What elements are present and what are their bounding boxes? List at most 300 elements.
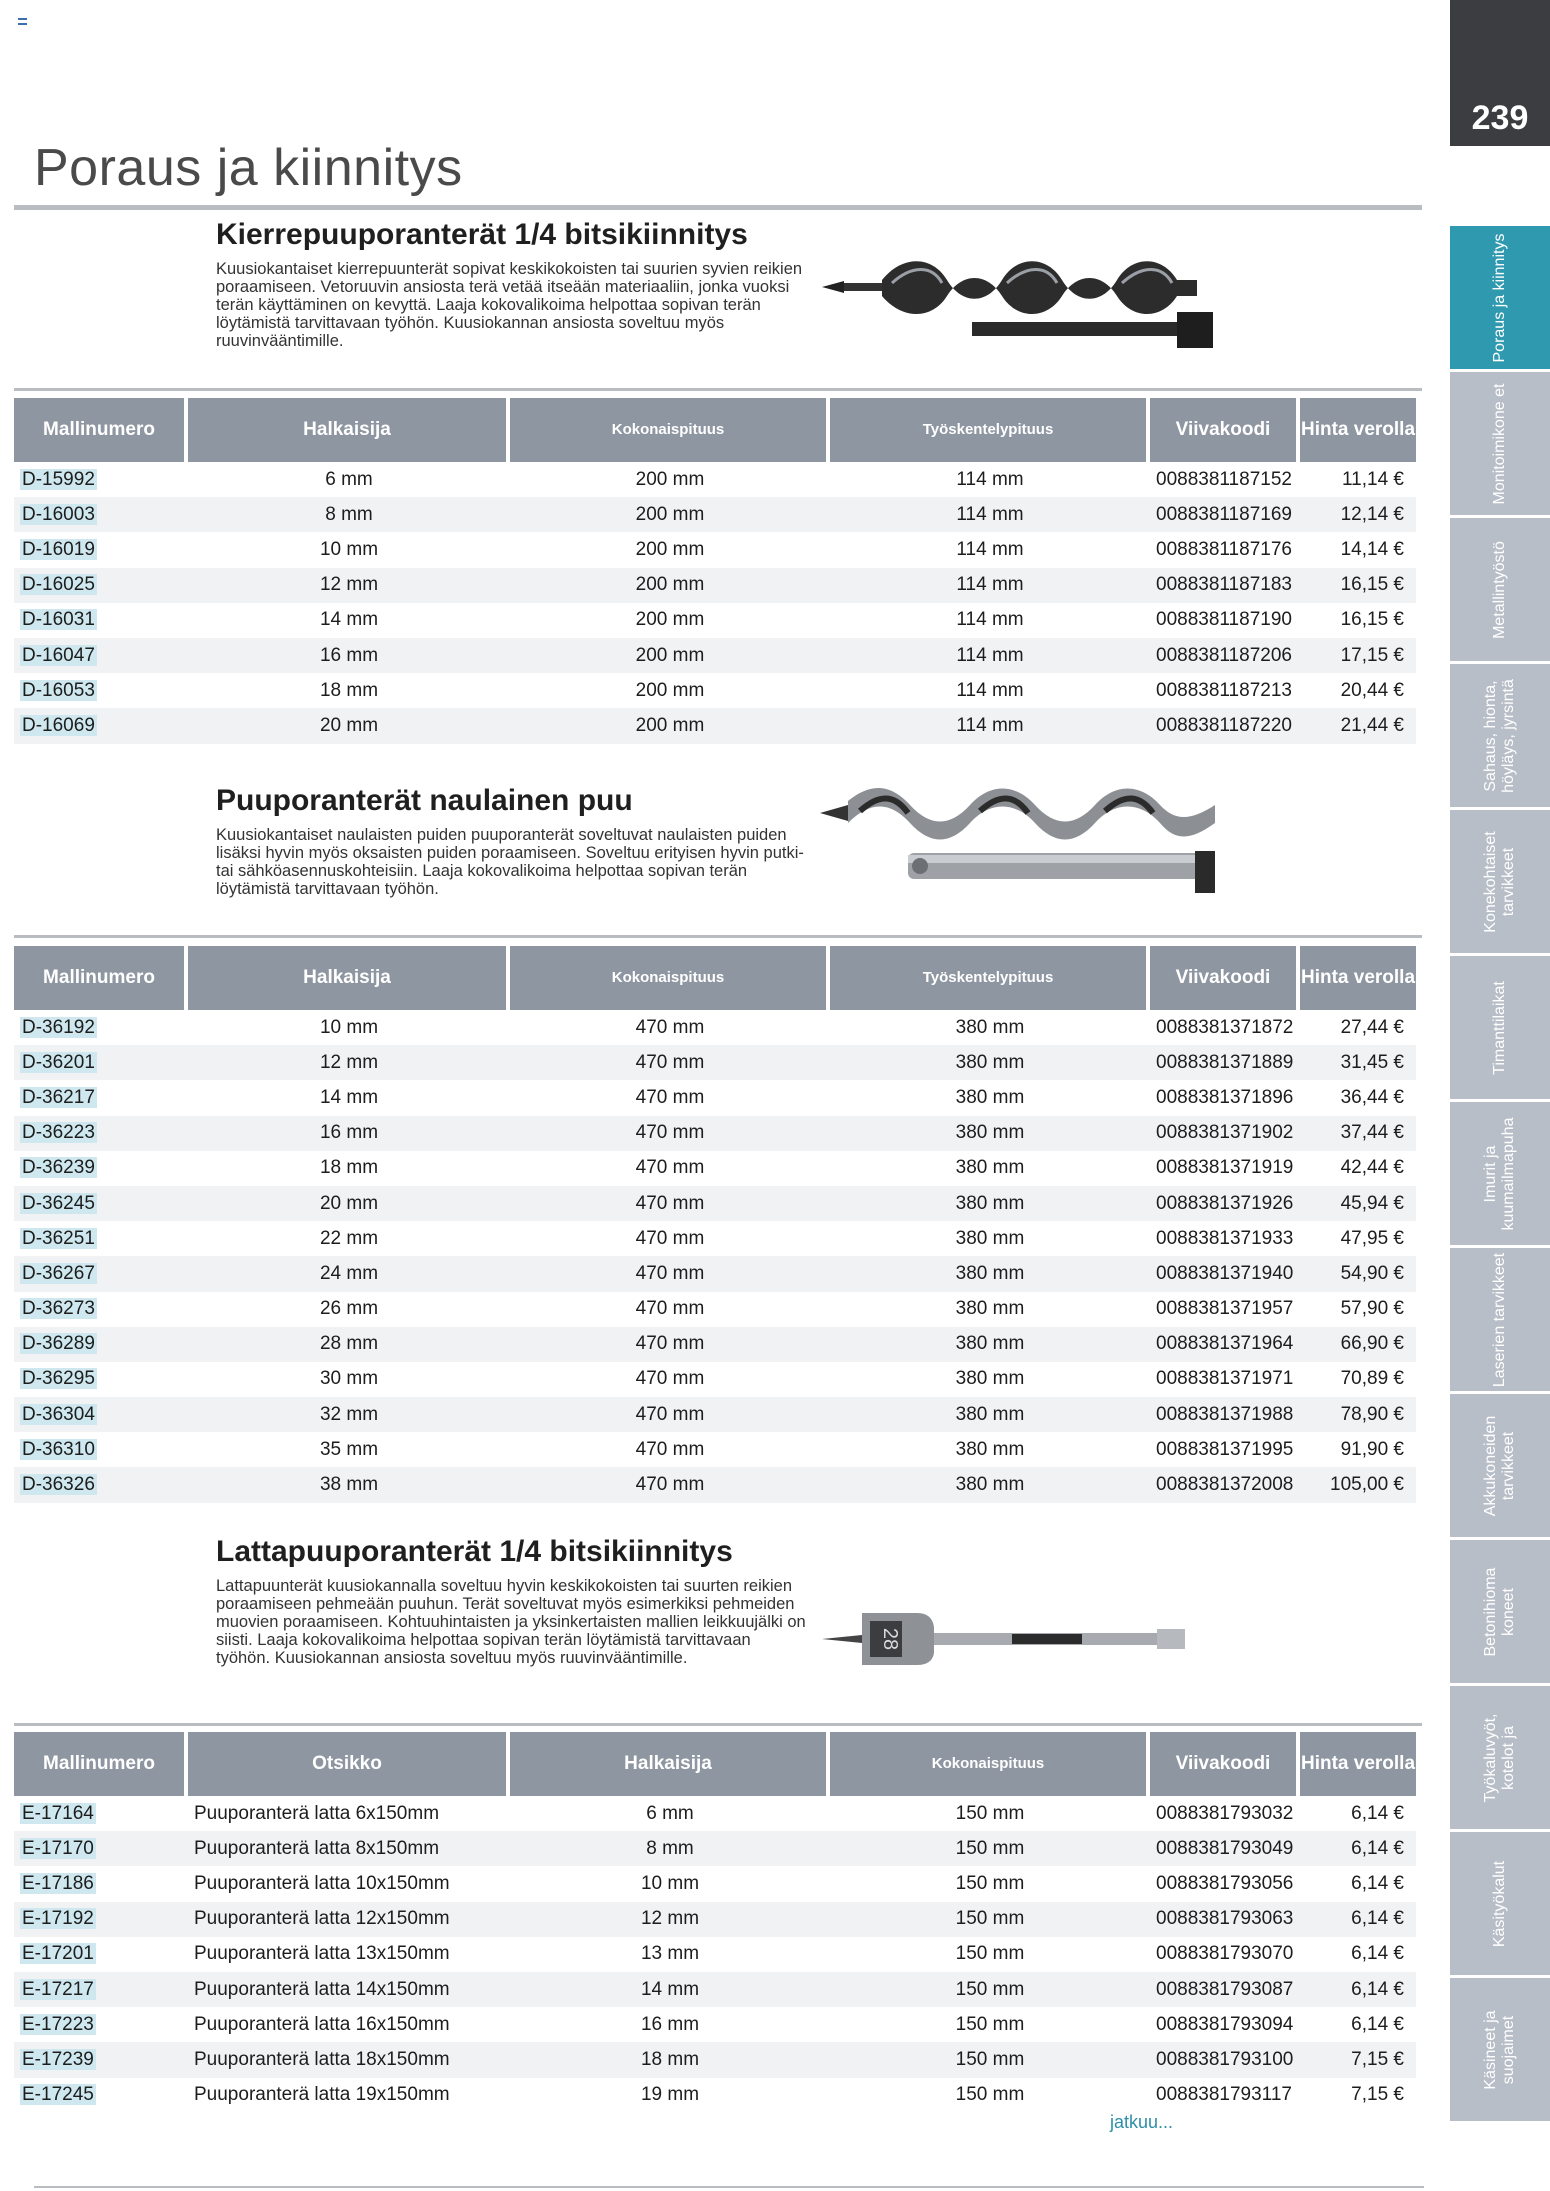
value-cell: 470 mm — [510, 1327, 830, 1362]
model-number: D-36326 — [22, 1474, 95, 1496]
value-cell: 6 mm — [325, 468, 373, 490]
value-cell: 380 mm — [955, 1157, 1025, 1179]
value-cell: 18 mm — [319, 679, 379, 701]
table-row — [14, 1796, 1416, 1831]
table-row — [14, 1327, 1416, 1362]
barcode-cell: 0088381793049 — [1150, 1831, 1300, 1866]
value-cell: 470 mm — [635, 1157, 705, 1179]
value-cell: 114 mm — [956, 679, 1024, 701]
model-number: D-36223 — [22, 1122, 95, 1144]
side-tab-label: Käsityökalut — [1491, 1860, 1508, 1947]
price-cell: 42,44 € — [1340, 1157, 1404, 1179]
model-number: D-36273 — [22, 1298, 95, 1320]
model-number-cell — [14, 2078, 188, 2113]
barcode-cell: 0088381187206 — [1150, 638, 1300, 673]
table-row — [14, 497, 1416, 532]
model-number-cell — [14, 1796, 188, 1831]
value-cell: 380 mm — [830, 1256, 1150, 1291]
section-1-title: Kierrepuuporanterät 1/4 bitsikiinnitys — [216, 218, 748, 251]
barcode-cell: 0088381371926 — [1150, 1186, 1300, 1221]
model-number: D-36217 — [22, 1086, 95, 1108]
model-number-cell — [14, 1080, 188, 1115]
price-cell: 7,15 € — [1351, 2084, 1404, 2106]
price-cell: 21,44 € — [1300, 708, 1416, 743]
barcode-cell: 0088381793117 — [1156, 2084, 1292, 2106]
value-cell: 26 mm — [319, 1298, 379, 1320]
barcode-cell: 0088381187220 — [1150, 708, 1300, 743]
model-number-cell — [14, 1116, 188, 1151]
side-tab-8[interactable] — [1450, 1394, 1550, 1537]
price-cell: 37,44 € — [1300, 1116, 1416, 1151]
model-number: E-17239 — [22, 2048, 94, 2070]
side-tab-label: Akkukoneiden tarvikkeet — [1482, 1415, 1517, 1516]
model-number-cell — [14, 673, 188, 708]
value-cell: 150 mm — [830, 1831, 1150, 1866]
continues-link[interactable]: jatkuu... — [1110, 2112, 1174, 2132]
model-number: D-16047 — [22, 644, 95, 666]
table-row — [14, 708, 1416, 743]
column-header: Halkaisija — [188, 946, 510, 1010]
price-cell: 6,14 € — [1351, 1943, 1404, 1965]
column-header: Halkaisija — [510, 1732, 830, 1796]
column-header: Hinta verolla — [1300, 1732, 1416, 1796]
table-row — [14, 1467, 1416, 1502]
section-2-description: Kuusiokantaiset naulaisten puiden puuporanterät soveltuvat naulaisten puiden lisäksi hyvin myös oksaisten puiden poraamiseen. Soveltuu erityisen hyvin putki- tai sähköasennuskohteisiin. Laaja kokovalikoima helpottaa sopivan terän löytämistä tarvittavaan työhön. — [216, 826, 804, 898]
value-cell: 470 mm — [510, 1186, 830, 1221]
model-number: D-16025 — [22, 574, 95, 596]
table-row — [14, 1292, 1416, 1327]
value-cell: 200 mm — [510, 568, 830, 603]
value-cell: 32 mm — [188, 1397, 510, 1432]
section-2-divider — [14, 935, 1422, 938]
barcode-cell: 0088381371889 — [1150, 1045, 1300, 1080]
table-row — [14, 1080, 1416, 1115]
value-cell: 8 mm — [188, 497, 510, 532]
price-cell: 20,44 € — [1340, 679, 1404, 701]
value-cell: 470 mm — [635, 1438, 705, 1460]
model-number: D-36201 — [22, 1051, 95, 1073]
table-row — [14, 1972, 1416, 2007]
title-divider — [14, 205, 1422, 210]
spade-bit-image — [822, 1605, 1202, 1685]
model-number-cell — [14, 1292, 188, 1327]
price-cell: 66,90 € — [1300, 1327, 1416, 1362]
price-cell: 47,95 € — [1340, 1227, 1404, 1249]
table-row — [14, 1902, 1416, 1937]
value-cell: 470 mm — [510, 1467, 830, 1502]
table-row — [14, 638, 1416, 673]
column-header: Mallinumero — [14, 946, 188, 1010]
value-cell: 470 mm — [635, 1016, 705, 1038]
model-number-cell — [14, 1972, 188, 2007]
side-tab-4[interactable] — [1450, 810, 1550, 953]
model-number: D-36267 — [22, 1262, 95, 1284]
value-cell: 150 mm — [955, 1943, 1025, 1965]
price-cell: 70,89 € — [1340, 1368, 1404, 1390]
value-cell: 114 mm — [956, 609, 1024, 631]
value-cell: 6 mm — [646, 1802, 694, 1824]
section-2-table — [14, 946, 1416, 1503]
model-number: E-17186 — [22, 1872, 94, 1894]
value-cell: 200 mm — [510, 708, 830, 743]
auger-bit-image — [822, 250, 1217, 355]
table-row — [14, 1045, 1416, 1080]
side-tab-5[interactable] — [1450, 956, 1550, 1099]
model-number-cell — [14, 638, 188, 673]
section-2-title: Puuporanterät naulainen puu — [216, 784, 633, 817]
value-cell: 150 mm — [830, 1902, 1150, 1937]
table-row — [14, 2078, 1416, 2113]
price-cell: 91,90 € — [1340, 1438, 1404, 1460]
value-cell: 150 mm — [830, 1972, 1150, 2007]
value-cell: Puuporanterä latta 8x150mm — [188, 1831, 510, 1866]
value-cell: 8 mm — [510, 1831, 830, 1866]
value-cell: 114 mm — [956, 468, 1024, 490]
barcode-cell: 0088381371919 — [1156, 1157, 1294, 1179]
value-cell: 18 mm — [510, 2042, 830, 2077]
column-header: Mallinumero — [14, 398, 188, 462]
table-row — [14, 1186, 1416, 1221]
value-cell: 380 mm — [955, 1227, 1025, 1249]
column-header: Kokonaispituus — [510, 398, 830, 462]
section-3-table — [14, 1732, 1416, 2113]
price-cell: 36,44 € — [1340, 1086, 1404, 1108]
side-tab-2[interactable] — [1450, 518, 1550, 661]
price-cell: 45,94 € — [1300, 1186, 1416, 1221]
column-header: Mallinumero — [14, 1732, 188, 1796]
value-cell: 14 mm — [319, 1086, 379, 1108]
price-cell: 6,14 € — [1300, 1902, 1416, 1937]
value-cell: 10 mm — [319, 538, 379, 560]
column-header: Työskentelypituus — [830, 946, 1150, 1010]
model-number: D-16003 — [22, 503, 95, 525]
table-row — [14, 1010, 1416, 1045]
value-cell: 35 mm — [319, 1438, 379, 1460]
side-tab-3[interactable] — [1450, 664, 1550, 807]
model-number-cell — [14, 1327, 188, 1362]
price-cell: 27,44 € — [1340, 1016, 1404, 1038]
value-cell: 114 mm — [830, 708, 1150, 743]
value-cell: 470 mm — [635, 1227, 705, 1249]
price-cell: 6,14 € — [1351, 2013, 1404, 2035]
column-header: Viivakoodi — [1150, 398, 1300, 462]
value-cell: 10 mm — [319, 1016, 379, 1038]
barcode-cell: 0088381371964 — [1150, 1327, 1300, 1362]
model-number: E-17164 — [22, 1802, 94, 1824]
value-cell: Puuporanterä latta 16x150mm — [194, 2013, 450, 2035]
column-header: Otsikko — [188, 1732, 510, 1796]
side-tab-6[interactable] — [1450, 1102, 1550, 1245]
price-cell: 78,90 € — [1300, 1397, 1416, 1432]
section-3-divider — [14, 1723, 1422, 1726]
value-cell: 150 mm — [830, 2042, 1150, 2077]
model-number-cell — [14, 1397, 188, 1432]
model-number: D-36251 — [22, 1227, 95, 1249]
barcode-cell: 0088381371995 — [1156, 1438, 1294, 1460]
price-cell: 6,14 € — [1300, 1972, 1416, 2007]
side-tab-label: Monitoimikone et — [1491, 383, 1508, 504]
price-cell: 12,14 € — [1300, 497, 1416, 532]
price-cell: 6,14 € — [1351, 1802, 1404, 1824]
value-cell: 14 mm — [319, 609, 379, 631]
barcode-cell: 0088381372008 — [1150, 1467, 1300, 1502]
side-tab-11[interactable] — [1450, 1832, 1550, 1975]
price-cell: 105,00 € — [1300, 1467, 1416, 1502]
column-header: Kokonaispituus — [830, 1732, 1150, 1796]
value-cell: 200 mm — [510, 638, 830, 673]
side-tab-label: Käsineet ja suojaimet — [1482, 2009, 1517, 2090]
barcode-cell: 0088381371940 — [1150, 1256, 1300, 1291]
price-cell: 17,15 € — [1300, 638, 1416, 673]
spade-bit-size-label: 28 — [879, 1627, 901, 1651]
table-row — [14, 1221, 1416, 1256]
model-number-cell — [14, 1010, 188, 1045]
model-number: D-36304 — [22, 1403, 95, 1425]
value-cell: 380 mm — [830, 1045, 1150, 1080]
barcode-cell: 0088381187190 — [1156, 609, 1292, 631]
barcode-cell: 0088381793056 — [1156, 1872, 1294, 1894]
value-cell: 380 mm — [830, 1186, 1150, 1221]
model-number: D-16019 — [22, 538, 95, 560]
column-header: Kokonaispituus — [510, 946, 830, 1010]
value-cell: 470 mm — [510, 1397, 830, 1432]
value-cell: 114 mm — [830, 497, 1150, 532]
section-1-table — [14, 398, 1416, 744]
value-cell: 30 mm — [319, 1368, 379, 1390]
model-number-cell — [14, 708, 188, 743]
value-cell: 380 mm — [830, 1327, 1150, 1362]
table-header-row — [14, 398, 1416, 462]
model-number: D-36192 — [22, 1016, 95, 1038]
barcode-cell: 0088381793063 — [1150, 1902, 1300, 1937]
section-1-divider — [14, 388, 1422, 391]
column-header: Viivakoodi — [1150, 1732, 1300, 1796]
model-number: D-16053 — [22, 679, 95, 701]
value-cell: 22 mm — [319, 1227, 379, 1249]
model-number: E-17192 — [22, 1908, 94, 1930]
column-header: Hinta verolla — [1300, 946, 1416, 1010]
barcode-cell: 0088381187169 — [1150, 497, 1300, 532]
value-cell: 150 mm — [955, 1802, 1025, 1824]
price-cell: 31,45 € — [1300, 1045, 1416, 1080]
model-number-cell — [14, 497, 188, 532]
table-row — [14, 532, 1416, 567]
table-row — [14, 1432, 1416, 1467]
value-cell: Puuporanterä latta 12x150mm — [188, 1902, 510, 1937]
table-row — [14, 1397, 1416, 1432]
value-cell: 12 mm — [510, 1902, 830, 1937]
page-title: Poraus ja kiinnitys — [34, 139, 463, 197]
table-row — [14, 1866, 1416, 1901]
model-number: D-36310 — [22, 1438, 95, 1460]
value-cell: 200 mm — [510, 497, 830, 532]
side-tab-0[interactable] — [1450, 226, 1550, 369]
model-number: D-16031 — [22, 609, 95, 631]
value-cell: 380 mm — [830, 1116, 1150, 1151]
model-number: D-16069 — [22, 714, 95, 736]
table-row — [14, 603, 1416, 638]
barcode-cell: 0088381793032 — [1156, 1802, 1294, 1824]
value-cell: 380 mm — [955, 1016, 1025, 1038]
value-cell: 380 mm — [955, 1368, 1025, 1390]
table-row — [14, 2042, 1416, 2077]
model-number: E-17201 — [22, 1943, 94, 1965]
value-cell: Puuporanterä latta 14x150mm — [188, 1972, 510, 2007]
column-header: Halkaisija — [188, 398, 510, 462]
model-number-cell — [14, 1467, 188, 1502]
value-cell: 20 mm — [188, 1186, 510, 1221]
model-number: D-36239 — [22, 1157, 95, 1179]
value-cell: 470 mm — [635, 1298, 705, 1320]
model-number-cell — [14, 2042, 188, 2077]
side-tab-12[interactable] — [1450, 1978, 1550, 2121]
table-row — [14, 462, 1416, 497]
side-tab-label: Metallintyöstö — [1491, 540, 1508, 639]
value-cell: 14 mm — [510, 1972, 830, 2007]
model-number: E-17245 — [22, 2084, 94, 2106]
barcode-cell: 0088381793070 — [1156, 1943, 1294, 1965]
value-cell: 200 mm — [635, 679, 705, 701]
table-row — [14, 1362, 1416, 1397]
model-number-cell — [14, 1186, 188, 1221]
value-cell: 470 mm — [510, 1116, 830, 1151]
model-number-cell — [14, 603, 188, 638]
barcode-cell: 0088381793087 — [1150, 1972, 1300, 2007]
barcode-cell: 0088381793094 — [1156, 2013, 1294, 2035]
side-tab-10[interactable] — [1450, 1686, 1550, 1829]
price-cell: 16,15 € — [1340, 609, 1404, 631]
value-cell: 24 mm — [188, 1256, 510, 1291]
table-row — [14, 1116, 1416, 1151]
table-row — [14, 2007, 1416, 2042]
value-cell: Puuporanterä latta 6x150mm — [194, 1802, 440, 1824]
value-cell: 380 mm — [830, 1397, 1150, 1432]
value-cell: Puuporanterä latta 18x150mm — [188, 2042, 510, 2077]
value-cell: 13 mm — [640, 1943, 700, 1965]
model-number-cell — [14, 1902, 188, 1937]
side-tab-label: Konekohtaiset tarvikkeet — [1482, 830, 1517, 933]
model-number-cell — [14, 1362, 188, 1397]
barcode-cell: 0088381371971 — [1156, 1368, 1294, 1390]
category-side-tabs — [1450, 226, 1550, 2124]
value-cell: 380 mm — [955, 1298, 1025, 1320]
table-header-row — [14, 946, 1416, 1010]
barcode-cell: 0088381187176 — [1156, 538, 1292, 560]
value-cell: 19 mm — [640, 2084, 700, 2106]
value-cell: 20 mm — [188, 708, 510, 743]
value-cell: 38 mm — [188, 1467, 510, 1502]
barcode-cell: 0088381187213 — [1156, 679, 1292, 701]
corner-mark — [18, 18, 27, 25]
side-tab-1[interactable] — [1450, 372, 1550, 515]
model-number-cell — [14, 532, 188, 567]
value-cell: 10 mm — [640, 1872, 700, 1894]
model-number-cell — [14, 1937, 188, 1972]
value-cell: Puuporanterä latta 13x150mm — [194, 1943, 450, 1965]
value-cell: 380 mm — [955, 1438, 1025, 1460]
model-number-cell — [14, 1432, 188, 1467]
model-number-cell — [14, 1256, 188, 1291]
page-number-tab — [1450, 0, 1550, 146]
value-cell: 12 mm — [188, 1045, 510, 1080]
side-tab-label: Sahaus, hionta, höyläys, jyrsintä — [1482, 678, 1517, 793]
bottom-divider — [34, 2186, 1424, 2188]
section-1-description: Kuusiokantaiset kierrepuunterät sopivat keskikokoisten tai suurien syvien reikien poraamiseen. Vetoruuvin ansiosta terä vetää itseään materiaaliin, jonka vuoksi terän käyttäminen on kevyttä. Laaja kokovalikoima helpottaa sopivan terän löytämistä tarvittavaan työhön. Kuusiokannan ansiosta soveltuu myös ruuvinvääntimille. — [216, 260, 803, 350]
value-cell: 114 mm — [956, 538, 1024, 560]
value-cell: Puuporanterä latta 19x150mm — [194, 2084, 450, 2106]
price-cell: 54,90 € — [1300, 1256, 1416, 1291]
value-cell: 16 mm — [188, 638, 510, 673]
value-cell: 200 mm — [635, 468, 705, 490]
price-cell: 6,14 € — [1351, 1872, 1404, 1894]
table-row — [14, 1937, 1416, 1972]
model-number: D-36295 — [22, 1368, 95, 1390]
model-number: E-17170 — [22, 1837, 94, 1859]
model-number: D-36245 — [22, 1192, 95, 1214]
value-cell: 150 mm — [955, 2013, 1025, 2035]
model-number-cell — [14, 462, 188, 497]
barcode-cell: 0088381371902 — [1150, 1116, 1300, 1151]
side-tab-label: Työkaluvyöt, kotelot ja — [1482, 1713, 1517, 1802]
table-header-row — [14, 1732, 1416, 1796]
table-row — [14, 1151, 1416, 1186]
model-number: E-17223 — [22, 2013, 94, 2035]
table-row — [14, 1256, 1416, 1291]
price-cell: 57,90 € — [1340, 1298, 1404, 1320]
side-tab-9[interactable] — [1450, 1540, 1550, 1683]
nail-wood-bit-image — [820, 783, 1218, 898]
value-cell: 150 mm — [955, 1872, 1025, 1894]
value-cell: 470 mm — [635, 1086, 705, 1108]
model-number-cell — [14, 1151, 188, 1186]
model-number: D-36289 — [22, 1333, 95, 1355]
price-cell: 7,15 € — [1300, 2042, 1416, 2077]
value-cell: Puuporanterä latta 10x150mm — [194, 1872, 450, 1894]
value-cell: 12 mm — [188, 568, 510, 603]
barcode-cell: 0088381371933 — [1156, 1227, 1294, 1249]
barcode-cell: 0088381371896 — [1156, 1086, 1294, 1108]
price-cell: 6,14 € — [1300, 1831, 1416, 1866]
model-number-cell — [14, 1045, 188, 1080]
value-cell: 28 mm — [188, 1327, 510, 1362]
barcode-cell: 0088381371872 — [1156, 1016, 1294, 1038]
price-cell: 11,14 € — [1342, 468, 1404, 490]
side-tab-7[interactable] — [1450, 1248, 1550, 1391]
page-number: 239 — [1471, 99, 1529, 137]
value-cell: 150 mm — [955, 2084, 1025, 2106]
column-header: Hinta verolla — [1300, 398, 1416, 462]
table-row — [14, 673, 1416, 708]
value-cell: 380 mm — [955, 1086, 1025, 1108]
model-number-cell — [14, 1831, 188, 1866]
side-tab-label: Imurit ja kuumailmapuha — [1482, 1117, 1517, 1230]
barcode-cell: 0088381187183 — [1150, 568, 1300, 603]
model-number: E-17217 — [22, 1978, 94, 2000]
value-cell: 470 mm — [510, 1045, 830, 1080]
value-cell: 200 mm — [635, 609, 705, 631]
side-tab-label: Poraus ja kiinnitys — [1491, 233, 1508, 362]
model-number-cell — [14, 1866, 188, 1901]
value-cell: 114 mm — [830, 638, 1150, 673]
column-header: Viivakoodi — [1150, 946, 1300, 1010]
value-cell: 18 mm — [319, 1157, 379, 1179]
value-cell: 16 mm — [188, 1116, 510, 1151]
barcode-cell: 0088381793100 — [1150, 2042, 1300, 2077]
model-number-cell — [14, 2007, 188, 2042]
model-number-cell — [14, 1221, 188, 1256]
model-number-cell — [14, 568, 188, 603]
value-cell: 380 mm — [830, 1467, 1150, 1502]
